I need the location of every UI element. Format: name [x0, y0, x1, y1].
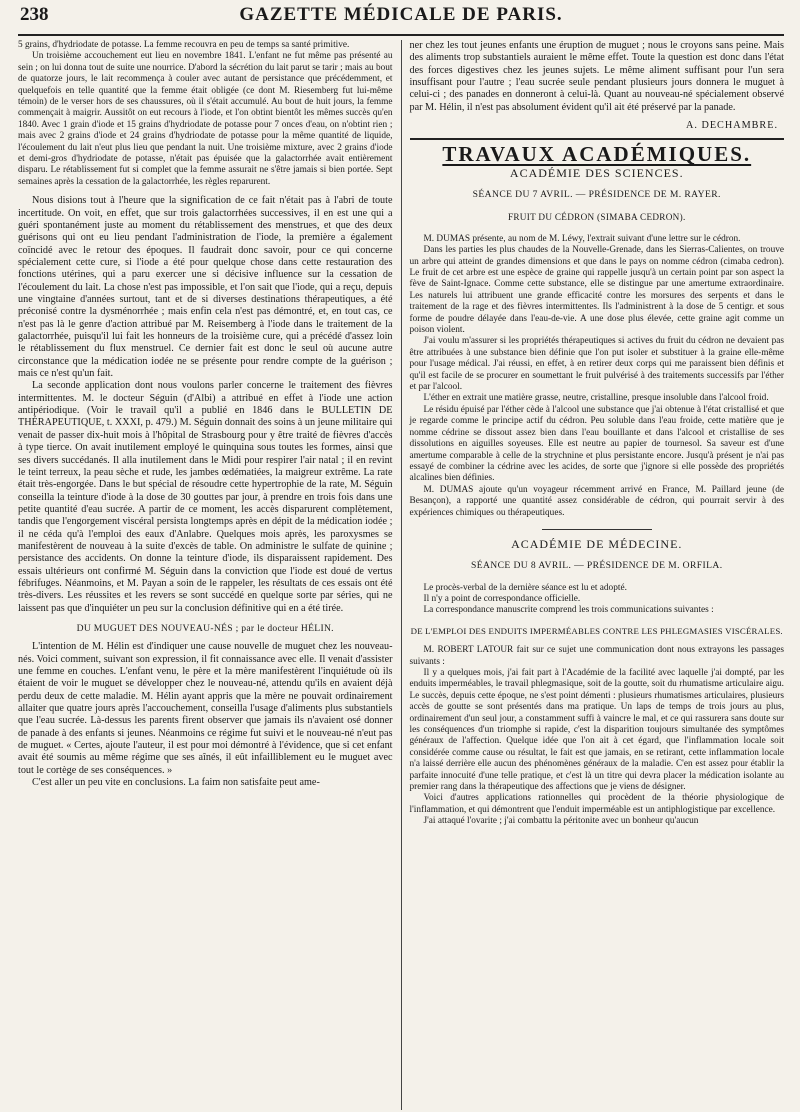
article-subtitle: FRUIT DU CÉDRON (SIMABA CEDRON).: [507, 212, 686, 223]
paragraph: 5 grains, d'hydriodate de potasse. La femme recouvra en peu de temps sa santé primitive.: [18, 40, 350, 50]
paragraph: Le procès-verbal de la dernière séance est lu et adopté.: [423, 582, 627, 593]
paragraph: M. ROBERT LATOUR fait sur ce sujet une communication dont nous extrayons les passages suivants :: [409, 645, 784, 667]
academy-heading: ACADÉMIE DES SCIENCES.: [509, 165, 684, 180]
author-signature: A. DECHAMBRE.: [686, 120, 778, 132]
left-column: [18, 40, 401, 1110]
paragraph: Voici d'autres applications rationnelles qui procèdent de la théorie physiologique de l'inflammation, et qui démontrent que l'enduit imperméable est un antiphlogistique par excellence.: [409, 793, 784, 815]
paragraph: Un troisième accouchement eut lieu en novembre 1841. L'enfant ne fut même pas présenté au sein ; on lui donna tout de suite une nourrice. D'abord la sécrétion du lait parut se tarir ; mais au bout de quatorze jours, le lait recommença à couler avec autant de persistance que précédemment, et quelquefois en telle quantité que la femme était obligée (ce dont M. Riesemberg fut lui-même témoin) de le verser hors de ses chaussures, où il s'était accumulé. Au bout de huit jours, la femme commençait à maigrir. Aussitôt on eut recours à l'iode, et l'on obtint bientôt les mêmes succès qu'en 1840. Avec 1 grain d'iode et 15 grains d'hydriodate de potasse pour 7 onces d'eau, on n'obtint rien ; mais avec 2 grains d'iode et 24 grains d'hydriodate de potasse pour la même quantité de liquide, l'écoulement du lait n'eut plus lieu que pendant la nuit. Une troisième mixture, avec 2 grains d'iode et demi-gros d'hydriodate de potasse, n'était pas épuisée que la galactorrhée avait entièrement disparu. Le rétablissement fut si complet que la femme assurait ne s'être jamais si bien portée. Sept semaines après la cessation de la galactorrhée, les règles reparurent.: [18, 51, 393, 187]
journal-title: GAZETTE MÉDICALE DE PARIS.: [239, 4, 563, 25]
paragraph: Il n'y a point de correspondance officielle.: [423, 594, 581, 605]
paragraph: L'éther en extrait une matière grasse, neutre, cristalline, presque insoluble dans l'alcool froid.: [423, 393, 769, 404]
paragraph: ner chez les tout jeunes enfants une éruption de muguet ; nous le croyons sans peine. Mais des aliments trop substantiels auraient le même effet. Toute la question est donc dans l'état des forces digestives chez les jeunes sujets. Le même aliment suffisant pour l'un sera insuffisant pour l'autre ; l'eau sucrée seule pendant plusieurs jours donnera le muguet à celui-ci ; des panades en donneront à celui-là. Quant au nouveau-né spécialement observé par M. Hélin, il n'est pas absolument évident qu'il ait été préservé par la panade.: [409, 40, 784, 113]
session-heading: SÉANCE DU 7 AVRIL. — PRÉSIDENCE DE M. RAYER.: [472, 189, 721, 201]
paragraph: Il y a quelques mois, j'ai fait part à l'Académie de la facilité avec laquelle j'ai dompté, par les enduits imperméables, le travail phlegmasique, soit de la goutte, soit du rhumatisme articulaire aigu. Le succès, depuis cette époque, ne s'est point démenti : plusieurs rhumatismes articulaires, plusieurs accès de goutte se sont présentés dans ma pratique. Un laps de temps de trois jours au plus, ordinairement d'un seul jour, a constamment suffi à vaincre le mal, et ce qui rassurera sans doute sur les conséquences d'un triomphe si rapide, c'est la disparition toujours simultanée des symptômes généraux de l'affection. Quelque idée que l'on ait à cet égard, que l'inflammation locale soit considérée comme cause ou résultat, le fait est que jamais, en se retirant, cette inflammation locale n'a laissé derrière elle aucun des phénomènes généraux de la maladie. C'en est assez pour établir la parfaite innocuité d'une telle pratique, et c'est là un titre qui devra placer la médication isolante au premier rang dans la thérapeutique des affections que je viens de désigner.: [409, 668, 784, 793]
paragraph: Nous disions tout à l'heure que la signification de ce fait n'était pas à l'abri de toute incertitude. On voit, en effet, que sur trois galactorrhées successives, il en est une qui a guéri spontanément juste au moment du rétablissement des menstrues, et que des deux guérisons qui ont eu lieu pendant l'administration de l'iode, la première a également coïncidé avec le retour des époques. Il faudrait donc savoir, pour ce qui concerne spécialement cette cure, si l'iode a été pour quelque chose dans cette restauration des fonctions utérines, qui a paru exercer une si décisive influence sur la cessation de l'écoulement du lait. La chose n'est pas impossible, et l'on sait que l'iode, qui a reçu, depuis une vingtaine d'années surtout, tant et de si diverses destinations thérapeutiques, a été préconisé contre la dysménorrhée ; mais enfin cela n'est pas démontré, et, en tout cas, ce n'est pas là le genre d'action attribué par M. Reisemberg à l'iode dans le traitement de la galactorrhée, puisqu'il lui fait les honneurs de la troisième cure, qui a précédé d'assez loin le rétablissement du flux menstruel. Ce dernier fait est donc le seul où aucune autre circonstance que la médication iodée ne se présente pour rendre compte de la guérison ; mais ce n'est qu'un fait.: [18, 195, 393, 380]
paragraph: J'ai attaqué l'ovarite ; j'ai combattu la péritonite avec un bonheur qu'aucun: [423, 816, 699, 827]
page-number: 238: [20, 4, 49, 25]
academy-heading: ACADÉMIE DE MÉDECINE.: [511, 536, 683, 551]
page-header: [18, 0, 784, 36]
paragraph: La correspondance manuscrite comprend les trois communications suivantes :: [423, 605, 714, 616]
paragraph: J'ai voulu m'assurer si les propriétés thérapeutiques si actives du fruit du cédron ne devaient pas être attribuées à une substance bien définie que l'on put isoler et substituer à la graine elle-même pour l'usage médical. J'ai réussi, en effet, à en retirer deux corps qui me paraissent bien définis et qu'il est facile de se procurer en soumettant le fruit pulvérisé à des traitements successifs par l'éther et par l'alcool.: [409, 336, 784, 393]
section-title: DU MUGUET DES NOUVEAU-NÉS ; par le docteur HÉLIN.: [76, 622, 334, 634]
paragraph: La seconde application dont nous voulons parler concerne le traitement des fièvres intermittentes. M. le docteur Séguin (d'Albi) a attribué en effet à l'iode une action antipériodique. (Voir le travail qu'il a publié en 1846 dans le BULLETIN DE THÉRAPEUTIQUE, t. XXXI, p. 479.) M. Séguin donnait des soins à un jeune militaire qui venait de passer dix-huit mois à l'hôpital de Strasbourg pour y être traité de fièvres d'accès à type tierce. On avait inutilement employé le quinquina sous toutes les formes, ainsi que ses divers succédanés. Il alla inutilement dans le Midi pour respirer l'air natal ; il en revint le teint terreux, la peau sèche et rude, les jambes œdématiées, la maigreur extrême. La rate était très-engorgée. Dans le but spécial de résoudre cette hypertrophie de la rate, M. Séguin conseilla la teinture d'iode à la dose de 30 gouttes par jour, à prendre en trois fois dans une petite quantité d'eau sucrée. A partir de ce moment, les accès disparurent complètement, tandis que l'engorgement viscéral persista longtemps après en dépit de la médication iodée ; il ne céda qu'à l'emploi des eaux d'Anlabre. Quelques mois après, les paroxysmes se manifestèrent de nouveau à la suite d'excès de table. On administre le sulfate de quinine ; persistance des accidents. On donne la teinture d'iode, ils disparaissent rapidement. Des essais ultérieurs ont confirmé M. Séguin dans la conviction que l'iode est doué de vertus fébrifuges. Néanmoins, et M. Payan a soin de le rappeler, les résultats de ces essais ont été très-divers. Les réussites et les revers se sont succédé en quelque sorte par séries, qui ne laissent pas que d'inquiéter un peu sur la conclusion définitive qui en a été tirée.: [18, 380, 393, 614]
divider: [410, 138, 785, 140]
paragraph: Dans les parties les plus chaudes de la Nouvelle-Grenade, dans les Sierras-Calientes, on trouve un arbre qui atteint de grandes dimensions et que dans le pays on nomme cédron (cimaba cedron). Le fruit de cet arbre est une espèce de graine qui rappelle jusqu'à un certain point par son aspect la fève de Saint-Ignace. Comme cette substance, elle se distingue par une amertume extraordinaire. Les naturels lui attribuent une grande efficacité contre les morsures des serpents et dans le traitement de la rage et des fièvres intermittentes. Ils l'administrent à la dose de 5 centigr. et sous forme de poudre délayée dans l'eau-de-vie. A une dose plus élevée, cette graine agit comme un poison violent.: [409, 245, 784, 336]
text-columns: [18, 40, 784, 1110]
paragraph: C'est aller un peu vite en conclusions. La faim non satisfaite peut ame-: [32, 777, 320, 789]
paragraph: M. DUMAS présente, au nom de M. Léwy, l'extrait suivant d'une lettre sur le cédron.: [423, 233, 741, 244]
paragraph: M. DUMAS ajoute qu'un voyageur récemment arrivé en France, M. Paillard jeune (de Besançon), a rapporté une quantité assez considérable de cédron, qui pourrait servir à des expériences chimiques ou thérapeutiques.: [409, 484, 784, 518]
paragraph: Le résidu épuisé par l'éther cède à l'alcool une substance que j'ai obtenue à l'état cristallisé et que je regarde comme le principe actif du cédron. Peu soluble dans l'eau froide, cette matière que je nomme cédrine se dissout assez bien dans l'eau bouillante et dans l'alcool et cristallise de ses dissolutions en aiguilles soyeuses. Elle est neutre au papier de tournesol. Sa saveur est d'une amertume comparable à celle de la strychnine et plus persistante encore. Jusqu'à présent je n'ai pas essayé de combiner la cédrine avec les acides, de sorte que j'ignore si elle possède des propriétés alcalines bien définies.: [409, 404, 784, 484]
right-column: [401, 40, 785, 1110]
session-heading: SÉANCE DU 8 AVRIL. — PRÉSIDENCE DE M. ORFILA.: [470, 560, 723, 572]
paragraph: L'intention de M. Hélin est d'indiquer une cause nouvelle de muguet chez les nouveau-nés. Voici comment, suivant son expression, il fit connaissance avec elle. Il venait d'assister une femme en couches. L'enfant venu, le père et la mère manifestèrent l'inquiétude où ils étaient de voir le muguet se développer chez le nouveau-né, attendu qu'ils en avaient déjà perdu deux de cette maladie. M. Hélin ayant appris que la mère ne pouvait ordinairement allaiter que quatre jours après l'accouchement, conseilla l'usage d'aliments plus substantiels que l'eau sucrée. Là-dessus les parents firent observer que jamais ils n'avaient osé donner de panade à des enfants si jeunes. Néanmoins ce régime fut suivi et le nouveau-né n'eut pas de muguet. « Certes, ajoute l'auteur, il est pour moi démontré à l'évidence, que si cet enfant avait été soumis au même régime que ses aînés, il eût infailliblement eu le muguet avec tout le cortège de ses conséquences. »: [18, 641, 393, 776]
section-heading: TRAVAUX ACADÉMIQUES.: [442, 142, 752, 167]
subject-heading: DE L'EMPLOI DES ENDUITS IMPERMÉABLES CONTRE LES PHLEGMASIES VISCÉRALES.: [410, 625, 783, 636]
divider: [542, 529, 652, 530]
